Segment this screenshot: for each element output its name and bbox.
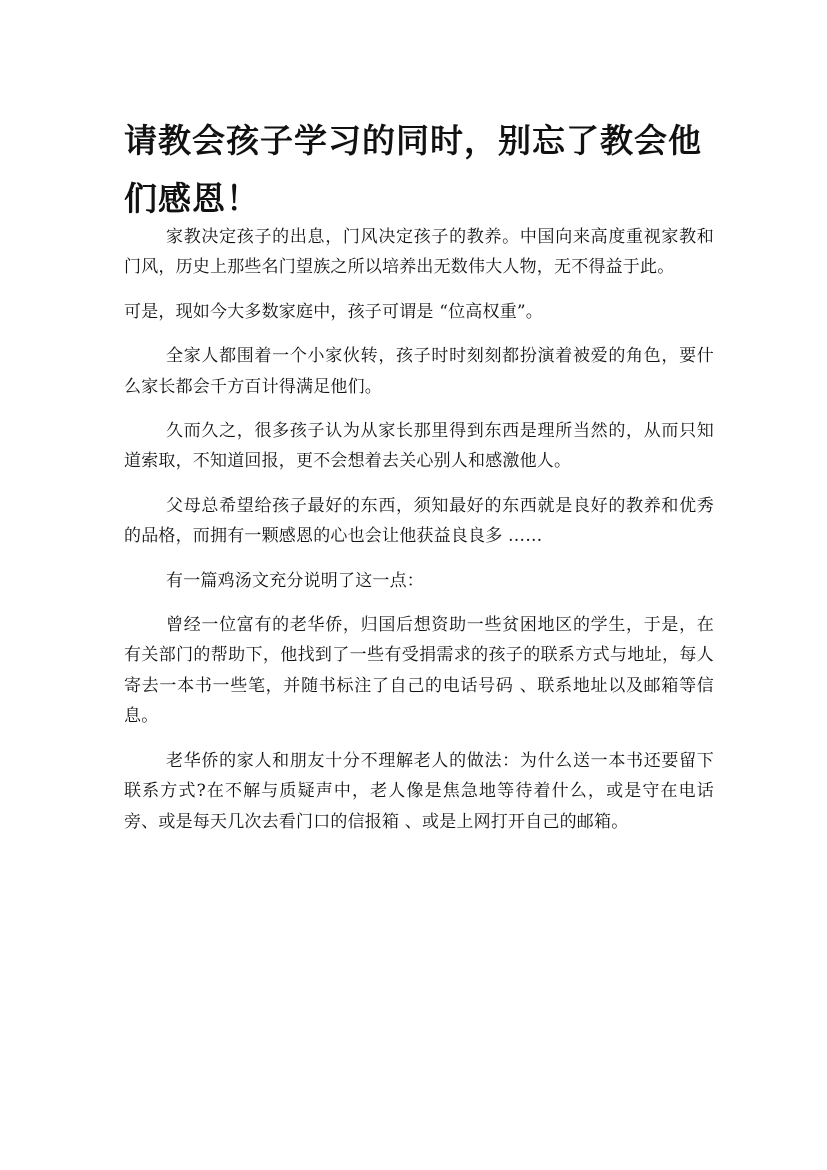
- paragraph-6: 有一篇鸡汤文充分说明了这一点：: [166, 570, 424, 591]
- paragraph-5: 父母总希望给孩子最好的东西，须知最好的东西就是良好的教养和优秀的品格，而拥有一颗感恩的心也会让他获益良良多 ……: [124, 495, 714, 547]
- paragraph-8: 老华侨的家人和朋友十分不理解老人的做法：为什么送一本书还要留下联系方式?在不解与质疑声中，老人像是焦急地等待着什么，或是守在电话旁、或是每天几次去看门口的信报箱 、或是上网打开自己的邮箱。: [124, 750, 714, 832]
- paragraph-7: 曾经一位富有的老华侨，归国后想资助一些贫困地区的学生，于是，在有关部门的帮助下，他找到了一些有受捐需求的孩子的联系方式与地址，每人寄去一本书一些笔，并随书标注了自己的电话号码 、联系地址以及邮箱等信息。: [124, 615, 714, 727]
- paragraph-2: 可是，现如今大多数家庭中，孩子可谓是 “位高权重”。: [124, 301, 543, 322]
- article-title: 请教会孩子学习的同时，别忘了教会他们感恩！: [124, 121, 702, 218]
- article-body: [124, 222, 714, 851]
- paragraph-3: 全家人都围着一个小家伙转，孩子时时刻刻都扮演着被爱的角色，要什么家长都会千方百计得满足他们。: [124, 346, 714, 397]
- paragraph-1: 家教决定孩子的出息，门风决定孩子的教养。中国向来高度重视家教和门风，历史上那些名门望族之所以培养出无数伟大人物，无不得益于此。: [124, 227, 714, 278]
- paragraph-4: 久而久之，很多孩子认为从家长那里得到东西是理所当然的，从而只知道索取，不知道回报，更不会想着去关心别人和感激他人。: [124, 421, 714, 472]
